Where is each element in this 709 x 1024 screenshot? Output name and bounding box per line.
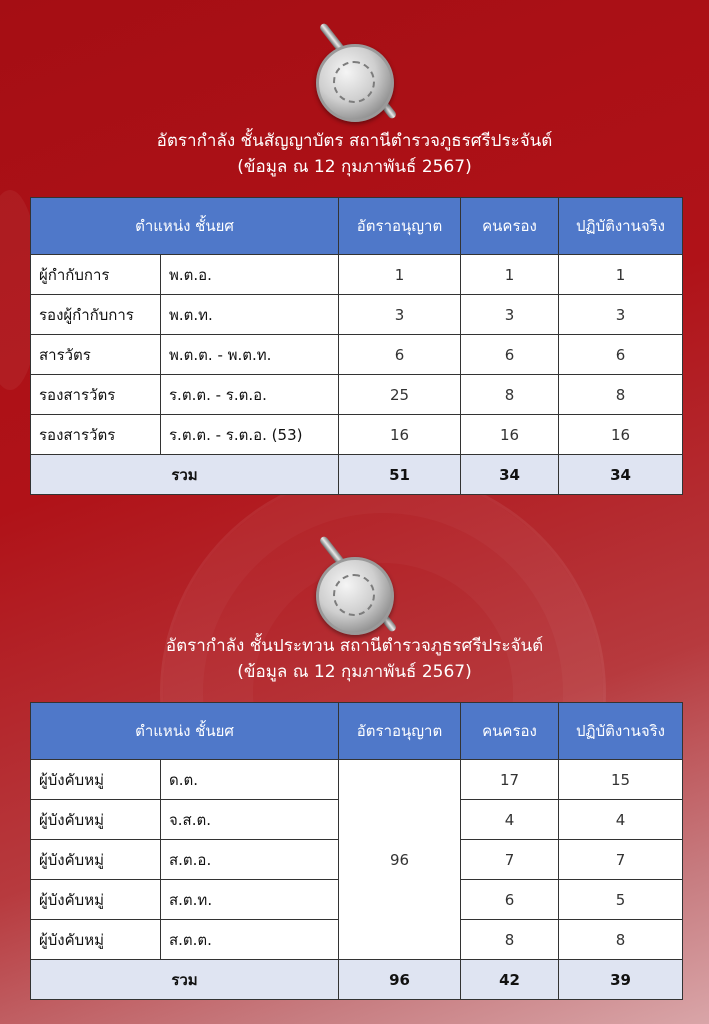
section2-title: อัตรากำลัง ชั้นประทวน สถานีตำรวจภูธรศรีประจันต์ (165, 636, 544, 656)
position-cell: ผู้บังคับหมู่ (31, 920, 161, 960)
total-label: รวม (31, 960, 339, 1000)
actual-cell: 8 (559, 375, 683, 415)
held-cell: 6 (461, 335, 559, 375)
total-row (31, 960, 683, 1000)
total-label: รวม (31, 455, 339, 495)
held-cell: 3 (461, 295, 559, 335)
actual-cell: 6 (559, 335, 683, 375)
table-row (31, 295, 683, 335)
rank-cell: จ.ส.ต. (161, 800, 339, 840)
rank-cell: ส.ต.อ. (161, 840, 339, 880)
table-row (31, 375, 683, 415)
actual-cell: 5 (559, 880, 683, 920)
header-held: คนครอง (461, 703, 559, 760)
section2-heading (0, 633, 709, 685)
actual-cell: 1 (559, 255, 683, 295)
rank-cell: พ.ต.ท. (161, 295, 339, 335)
actual-cell: 15 (559, 760, 683, 800)
position-cell: ผู้บังคับหมู่ (31, 800, 161, 840)
actual-cell: 7 (559, 840, 683, 880)
table-row (31, 760, 683, 800)
total-held: 42 (461, 960, 559, 1000)
rank-cell: ร.ต.ต. - ร.ต.อ. (53) (161, 415, 339, 455)
allowed-cell: 6 (339, 335, 461, 375)
rank-cell: พ.ต.อ. (161, 255, 339, 295)
section1-heading (0, 128, 709, 180)
section2-subtitle: (ข้อมูล ณ 12 กุมภาพันธ์ 2567) (237, 662, 472, 682)
rank-cell: พ.ต.ต. - พ.ต.ท. (161, 335, 339, 375)
position-cell: ผู้กำกับการ (31, 255, 161, 295)
header-position-rank: ตำแหน่ง ชั้นยศ (31, 703, 339, 760)
allowed-merged-cell: 96 (339, 760, 461, 960)
total-held: 34 (461, 455, 559, 495)
total-allowed: 51 (339, 455, 461, 495)
rank-cell: ส.ต.ต. (161, 920, 339, 960)
held-cell: 6 (461, 880, 559, 920)
table-row (31, 415, 683, 455)
table-header-row (31, 703, 683, 760)
position-cell: ผู้บังคับหมู่ (31, 760, 161, 800)
header-held: คนครอง (461, 198, 559, 255)
allowed-cell: 16 (339, 415, 461, 455)
header-actual: ปฏิบัติงานจริง (559, 198, 683, 255)
section1-subtitle: (ข้อมูล ณ 12 กุมภาพันธ์ 2567) (237, 157, 472, 177)
allowed-cell: 1 (339, 255, 461, 295)
header-actual: ปฏิบัติงานจริง (559, 703, 683, 760)
police-staff-emblem-icon (314, 533, 394, 643)
held-cell: 4 (461, 800, 559, 840)
held-cell: 17 (461, 760, 559, 800)
position-cell: รองสารวัตร (31, 375, 161, 415)
rank-cell: ด.ต. (161, 760, 339, 800)
total-actual: 39 (559, 960, 683, 1000)
table-row (31, 255, 683, 295)
position-cell: รองผู้กำกับการ (31, 295, 161, 335)
position-cell: รองสารวัตร (31, 415, 161, 455)
rank-cell: ส.ต.ท. (161, 880, 339, 920)
held-cell: 8 (461, 920, 559, 960)
header-allowed: อัตราอนุญาต (339, 198, 461, 255)
actual-cell: 3 (559, 295, 683, 335)
police-staff-emblem-icon (314, 20, 394, 130)
table-row (31, 335, 683, 375)
section1-table (30, 197, 683, 495)
actual-cell: 16 (559, 415, 683, 455)
allowed-cell: 3 (339, 295, 461, 335)
held-cell: 1 (461, 255, 559, 295)
position-cell: ผู้บังคับหมู่ (31, 840, 161, 880)
held-cell: 16 (461, 415, 559, 455)
actual-cell: 8 (559, 920, 683, 960)
header-allowed: อัตราอนุญาต (339, 703, 461, 760)
table-header-row (31, 198, 683, 255)
section2-table (30, 702, 683, 1000)
header-position-rank: ตำแหน่ง ชั้นยศ (31, 198, 339, 255)
held-cell: 7 (461, 840, 559, 880)
total-row (31, 455, 683, 495)
rank-cell: ร.ต.ต. - ร.ต.อ. (161, 375, 339, 415)
total-allowed: 96 (339, 960, 461, 1000)
total-actual: 34 (559, 455, 683, 495)
position-cell: สารวัตร (31, 335, 161, 375)
section1-title: อัตรากำลัง ชั้นสัญญาบัตร สถานีตำรวจภูธรศรีประจันต์ (156, 131, 553, 151)
position-cell: ผู้บังคับหมู่ (31, 880, 161, 920)
held-cell: 8 (461, 375, 559, 415)
allowed-cell: 25 (339, 375, 461, 415)
actual-cell: 4 (559, 800, 683, 840)
